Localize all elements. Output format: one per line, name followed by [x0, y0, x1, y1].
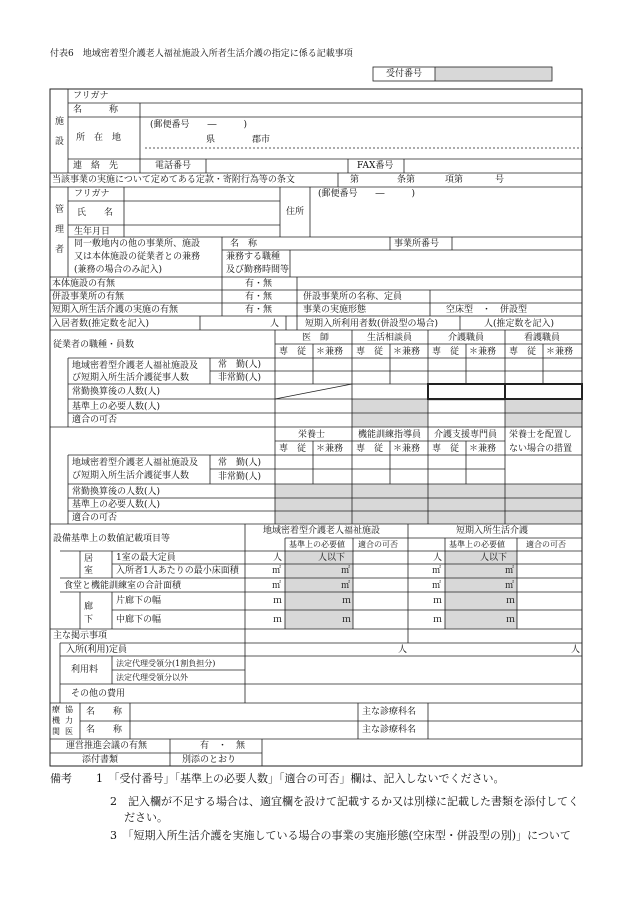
regulation-article: 第	[350, 175, 360, 185]
parttime-label: 非常勤(人)	[218, 373, 262, 383]
notices-header: 主な掲示事項	[53, 631, 108, 641]
unit-meter: ｍ	[342, 596, 352, 606]
compliance-label: 適合の可否	[72, 513, 118, 523]
manager-birthdate-field[interactable]	[125, 226, 279, 236]
concurrent-role-label: 兼務する職種	[226, 252, 281, 262]
unit-meter: ｍ	[506, 615, 516, 625]
coop-label-char: 力	[65, 716, 73, 725]
unit-m2: ㎡	[505, 581, 515, 591]
short-stay-yes-no[interactable]: 有・無	[245, 305, 273, 315]
service-mode-label: 事業の実施形態	[303, 305, 367, 315]
note-2-cont: ださい。	[124, 811, 168, 824]
manager-address-label: 住所	[286, 207, 305, 217]
facility-postal-code[interactable]: (郵便番号 ― )	[150, 120, 248, 130]
required-count-label: 基準上の必要人数(人)	[72, 500, 161, 510]
full-time-dedicated: 専 従	[432, 347, 460, 357]
facility-furigana-field[interactable]	[141, 90, 581, 102]
compliance-label: 適合の可否	[358, 540, 398, 549]
full-time-dedicated: 専 従	[509, 347, 537, 357]
room-label-char: 居	[84, 554, 94, 564]
manager-section-char: 管	[55, 205, 65, 215]
note-3: 3 「短期入所生活介護を実施している場合の事業の実施形態(空床型・併設型の別)」について	[110, 829, 571, 842]
corridor-label-char: 廊	[84, 602, 94, 612]
resident-count-label: 入居者数(推定数を記入)	[52, 319, 150, 329]
prefecture-label: 県	[206, 135, 216, 145]
unit-m2: ㎡	[341, 581, 351, 591]
unit-meter: ｍ	[433, 615, 443, 625]
middle-corridor-label: 中廊下の幅	[116, 615, 162, 625]
facility-name-field[interactable]	[141, 104, 581, 116]
main-facility-yes-no[interactable]: 有・無	[245, 279, 273, 289]
phone-field[interactable]	[207, 160, 347, 172]
concurrent-duty-text: (兼務の場合のみ記入)	[74, 265, 163, 275]
concurrent-duty-text: 又は本体施設の従業者との兼務	[74, 252, 201, 262]
unit-m2: ㎡	[432, 581, 442, 591]
coop-label-char: 医	[65, 727, 73, 736]
job-doctor: 医 師	[302, 333, 330, 343]
job-counselor: 生活相談員	[367, 333, 413, 343]
meeting-label: 運営推進会議の有無	[66, 741, 148, 751]
resident-count-unit: 人	[270, 319, 280, 329]
unit-meter: ｍ	[273, 615, 283, 625]
unit-m2: ㎡	[272, 566, 282, 576]
job-care-manager: 介護支援専門員	[434, 430, 498, 440]
form-title: 付表6 地域密着型介護老人福祉施設入所者生活介護の指定に係る記載事項	[50, 49, 353, 59]
manager-name-label: 氏 名	[77, 208, 114, 218]
capacity-label: 入所(利用)定員	[66, 645, 128, 655]
job-nurse: 看護職員	[524, 333, 561, 343]
nutritionist-note: 栄養士を配置し	[509, 430, 573, 440]
concurrent-facility-name-label: 名 称	[230, 239, 258, 249]
office-number-label: 事業所番号	[394, 239, 440, 249]
area-per-resident-label: 入所者1人あたりの最小床面積	[116, 566, 239, 576]
job-care-worker: 介護職員	[448, 333, 485, 343]
short-stay-users-unit: 人(推定数を記入)	[484, 319, 555, 329]
notes-label: 備考	[50, 772, 72, 785]
full-time-dedicated: 専 従	[356, 347, 384, 357]
job-rehab-instructor: 機能訓練指導員	[358, 430, 422, 440]
fee-label: 利用料	[71, 665, 99, 675]
corridor-label-char: 下	[84, 615, 94, 625]
job-nutritionist: 栄養士	[298, 430, 326, 440]
facility-section-char: 設	[55, 137, 65, 147]
concurrent-duty: ＊兼務	[393, 444, 421, 454]
unit-meter: ｍ	[506, 596, 516, 606]
compliance-label: 適合の可否	[526, 540, 566, 549]
fee-other-label: 法定代理受領分以外	[116, 673, 188, 682]
unit-meter: ｍ	[273, 596, 283, 606]
short-stay-users-label: 短期入所利用者数(併設型の場合)	[305, 319, 439, 329]
fte-label: 常勤換算後の人数(人)	[72, 487, 161, 497]
manager-postal-code[interactable]: (郵便番号 ― )	[318, 189, 416, 199]
concurrent-role-label: 及び勤務時間等	[226, 265, 290, 275]
fte-label: 常勤換算後の人数(人)	[72, 387, 161, 397]
manager-furigana-label: フリガナ	[74, 189, 110, 199]
regulation-item: 項第	[445, 175, 464, 185]
unit-meter: ｍ	[433, 596, 443, 606]
note-1: 1 「受付番号」「基準上の必要人数」「適合の可否」欄は、記入しないでください。	[96, 772, 505, 785]
unit-max-people: 人以下	[480, 553, 508, 563]
regulation-number: 号	[495, 175, 505, 185]
manager-birthdate-label: 生年月日	[74, 227, 111, 237]
concurrent-duty: ＊兼務	[469, 444, 497, 454]
employee-count-label: 地域密着型介護老人福祉施設及	[72, 458, 199, 468]
unit-m2: ㎡	[432, 566, 442, 576]
coop-name-label: 名 称	[86, 707, 123, 717]
fulltime-label: 常 勤(人)	[218, 360, 262, 370]
coop-name-label: 名 称	[86, 725, 123, 735]
coop-label-char: 協	[65, 705, 73, 714]
manager-name-field[interactable]	[125, 202, 279, 224]
manager-section-char: 理	[55, 225, 65, 235]
regulation-clause: 条第	[397, 175, 416, 185]
employee-count-label: 地域密着型介護老人福祉施設及	[72, 361, 199, 371]
concurrent-duty-text: 同一敷地内の他の事業所、施設	[74, 239, 201, 249]
attach-label: 添付書類	[82, 755, 119, 765]
note-2: 2 記入欄が不足する場合は、適宜欄を設けて記載するか又は別様に記載した書類を添付してく	[110, 795, 579, 808]
coop-label-char: 機	[52, 716, 60, 725]
facility-section-char: 施	[55, 117, 65, 127]
unit-meter: ｍ	[342, 615, 352, 625]
coop-label-char: 関	[52, 727, 60, 736]
phone-label: 電話番号	[155, 161, 192, 171]
full-time-dedicated: 専 従	[279, 347, 307, 357]
nutritionist-note: ない場合の措置	[509, 444, 573, 454]
fulltime-label: 常 勤(人)	[218, 458, 262, 468]
fax-label: FAX番号	[357, 161, 394, 171]
equipment-col-short-stay: 短期入所生活介護	[456, 526, 529, 536]
full-time-dedicated: 専 従	[356, 444, 384, 454]
city-label: 郡市	[252, 135, 271, 145]
facility-name-label: 名 称	[73, 105, 119, 115]
attached-office-yes-no[interactable]: 有・無	[245, 292, 273, 302]
equipment-header: 設備基準上の数値記載項目等	[53, 534, 171, 544]
short-stay-label: 短期入所生活介護の実施の有無	[52, 305, 179, 315]
other-fees-label: その他の費用	[71, 689, 126, 699]
receipt-number-field[interactable]	[436, 68, 551, 80]
parttime-label: 非常勤(人)	[218, 472, 262, 482]
concurrent-duty: ＊兼務	[316, 444, 344, 454]
manager-section-char: 者	[55, 245, 65, 255]
employee-count-label: び短期入所生活介護従事人数	[72, 373, 190, 383]
full-time-dedicated: 専 従	[432, 444, 460, 454]
regulation-label: 当該事業の実施について定めてある定款・寄附行為等の条文	[52, 175, 295, 185]
receipt-number-label: 受付番号	[386, 69, 423, 79]
max-per-room-label: 1室の最大定員	[116, 553, 176, 563]
standard-value-label: 基準上の必要値	[449, 540, 505, 549]
fax-field[interactable]	[405, 160, 581, 172]
fee-proxy-label: 法定代理受領分(1割負担分)	[116, 659, 216, 668]
attached-office-label: 併設事業所の有無	[52, 292, 125, 302]
attach-value: 別添のとおり	[182, 755, 237, 765]
unit-person: 人	[273, 553, 283, 563]
concurrent-duty: ＊兼務	[393, 347, 421, 357]
concurrent-duty: ＊兼務	[546, 347, 574, 357]
concurrent-duty: ＊兼務	[469, 347, 497, 357]
meeting-yes-no[interactable]: 有 ・ 無	[200, 741, 246, 751]
unit-person: 人	[433, 553, 443, 563]
coop-label-char: 療	[52, 705, 60, 714]
concurrent-duty: ＊兼務	[316, 347, 344, 357]
equipment-col-facility: 地域密着型介護老人福祉施設	[263, 526, 381, 536]
capacity-unit: 人	[571, 645, 581, 655]
full-time-dedicated: 専 従	[279, 444, 307, 454]
coop-dept-label: 主な診療科名	[362, 725, 417, 735]
standard-value-label: 基準上の必要値	[289, 540, 345, 549]
employee-count-label: び短期入所生活介護従事人数	[72, 471, 190, 481]
unit-m2: ㎡	[272, 581, 282, 591]
compliance-label: 適合の可否	[72, 415, 118, 425]
room-label-char: 室	[84, 566, 94, 576]
facility-address-label: 所 在 地	[76, 133, 122, 143]
attached-office-name-label: 併設事業所の名称、定員	[303, 292, 403, 302]
main-facility-label: 本体施設の有無	[52, 279, 116, 289]
facility-contact-label: 連 絡 先	[73, 161, 119, 171]
unit-m2: ㎡	[505, 566, 515, 576]
coop-dept-label: 主な診療科名	[362, 707, 417, 717]
dining-area-label: 食堂と機能訓練室の合計面積	[64, 581, 182, 591]
unit-max-people: 人以下	[318, 553, 346, 563]
capacity-unit: 人	[398, 645, 408, 655]
facility-furigana-label: フリガナ	[73, 91, 109, 101]
unit-m2: ㎡	[341, 566, 351, 576]
staff-header: 従業者の職種・員数	[53, 340, 135, 350]
single-corridor-label: 片廊下の幅	[116, 596, 162, 606]
required-count-label: 基準上の必要人数(人)	[72, 402, 161, 412]
service-mode-options[interactable]: 空床型 ・ 併設型	[446, 305, 528, 315]
